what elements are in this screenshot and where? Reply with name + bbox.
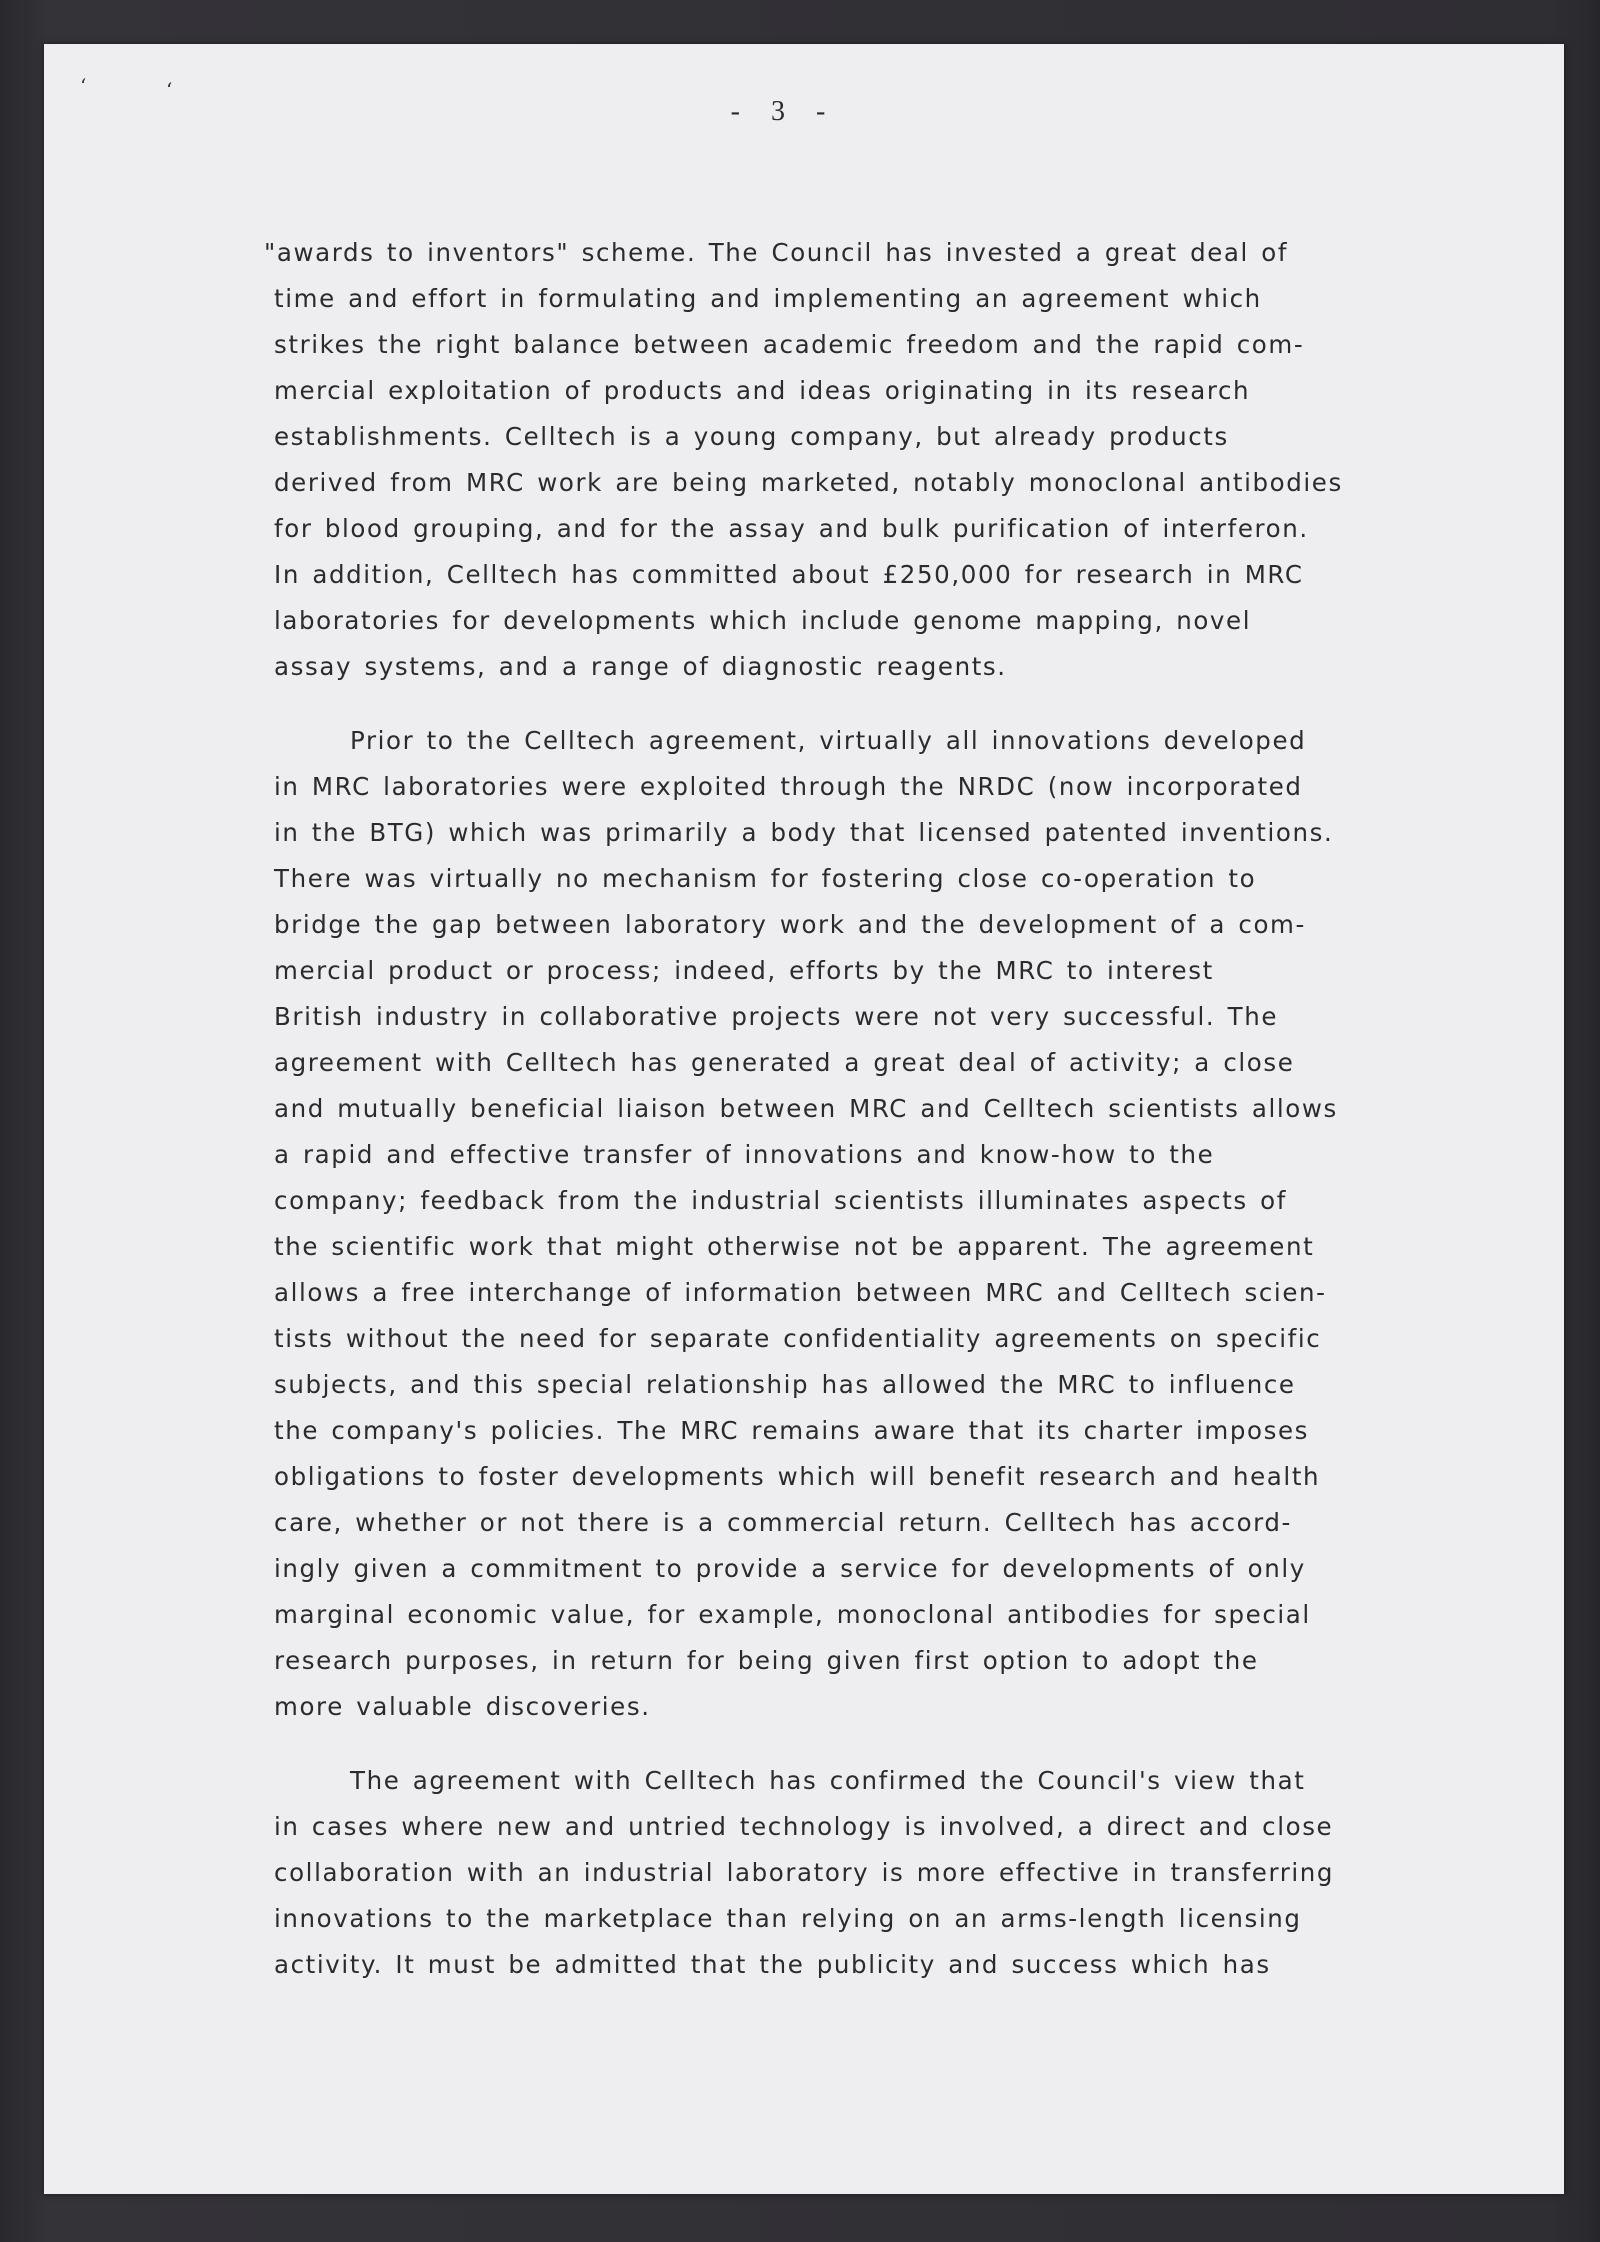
text-line: activity. It must be admitted that the publicity and success which has [274,1950,1271,1979]
corner-mark: ‘ [166,78,173,102]
text-line: subjects, and this special relationship has allowed the MRC to influence [274,1370,1296,1399]
text-line: allows a free interchange of information between MRC and Celltech scien- [274,1278,1327,1307]
text-line: and mutually beneficial liaison between MRC and Celltech scientists allows [274,1094,1338,1123]
text-line: tists without the need for separate confidentiality agreements on specific [274,1324,1322,1353]
text-line: more valuable discoveries. [274,1692,651,1721]
paragraph [274,1758,1474,1988]
text-line: In addition, Celltech has committed about £250,000 for research in MRC [274,560,1304,589]
text-line: mercial product or process; indeed, efforts by the MRC to interest [274,956,1214,985]
paragraph [264,230,1474,690]
text-line: mercial exploitation of products and ideas originating in its research [274,376,1251,405]
document-page [44,44,1564,2194]
text-line: in cases where new and untried technology is involved, a direct and close [274,1812,1334,1841]
text-line: company; feedback from the industrial scientists illuminates aspects of [274,1186,1287,1215]
text-line: marginal economic value, for example, monoclonal antibodies for special [274,1600,1311,1629]
text-line: a rapid and effective transfer of innovations and know-how to the [274,1140,1215,1169]
text-line: strikes the right balance between academic freedom and the rapid com- [274,330,1305,359]
text-line: for blood grouping, and for the assay and bulk purification of interferon. [274,514,1309,543]
text-line: The agreement with Celltech has confirmed the Council's view that [350,1766,1306,1795]
text-line: establishments. Celltech is a young company, but already products [274,422,1229,451]
text-line: the company's policies. The MRC remains aware that its charter imposes [274,1416,1310,1445]
text-line: research purposes, in return for being given first option to adopt the [274,1646,1259,1675]
text-line: bridge the gap between laboratory work and the development of a com- [274,910,1306,939]
text-line: laboratories for developments which include genome mapping, novel [274,606,1252,635]
text-line: ingly given a commitment to provide a service for developments of only [274,1554,1306,1583]
text-line: care, whether or not there is a commercial return. Celltech has accord- [274,1508,1293,1537]
text-line: in the BTG) which was primarily a body that licensed patented inventions. [274,818,1334,847]
page-number: - 3 - [730,96,838,127]
text-line: collaboration with an industrial laboratory is more effective in transferring [274,1858,1335,1887]
paragraph [274,718,1474,1730]
text-line: time and effort in formulating and implementing an agreement which [274,284,1262,313]
text-line: assay systems, and a range of diagnostic reagents. [274,652,1007,681]
corner-mark: ‘ [80,74,87,98]
text-line: the scientific work that might otherwise not be apparent. The agreement [274,1232,1315,1261]
text-line: in MRC laboratories were exploited through the NRDC (now incorporated [274,772,1303,801]
text-line: innovations to the marketplace than relying on an arms-length licensing [274,1904,1302,1933]
text-line: derived from MRC work are being marketed, notably monoclonal antibodies [274,468,1343,497]
text-line: Prior to the Celltech agreement, virtually all innovations developed [350,726,1307,755]
body-text [264,230,1474,2016]
text-line: British industry in collaborative projects were not very successful. The [274,1002,1279,1031]
text-line: obligations to foster developments which will benefit research and health [274,1462,1321,1491]
text-line: "awards to inventors" scheme. The Council has invested a great deal of [264,238,1289,267]
text-line: agreement with Celltech has generated a great deal of activity; a close [274,1048,1295,1077]
text-line: There was virtually no mechanism for fostering close co-operation to [274,864,1257,893]
